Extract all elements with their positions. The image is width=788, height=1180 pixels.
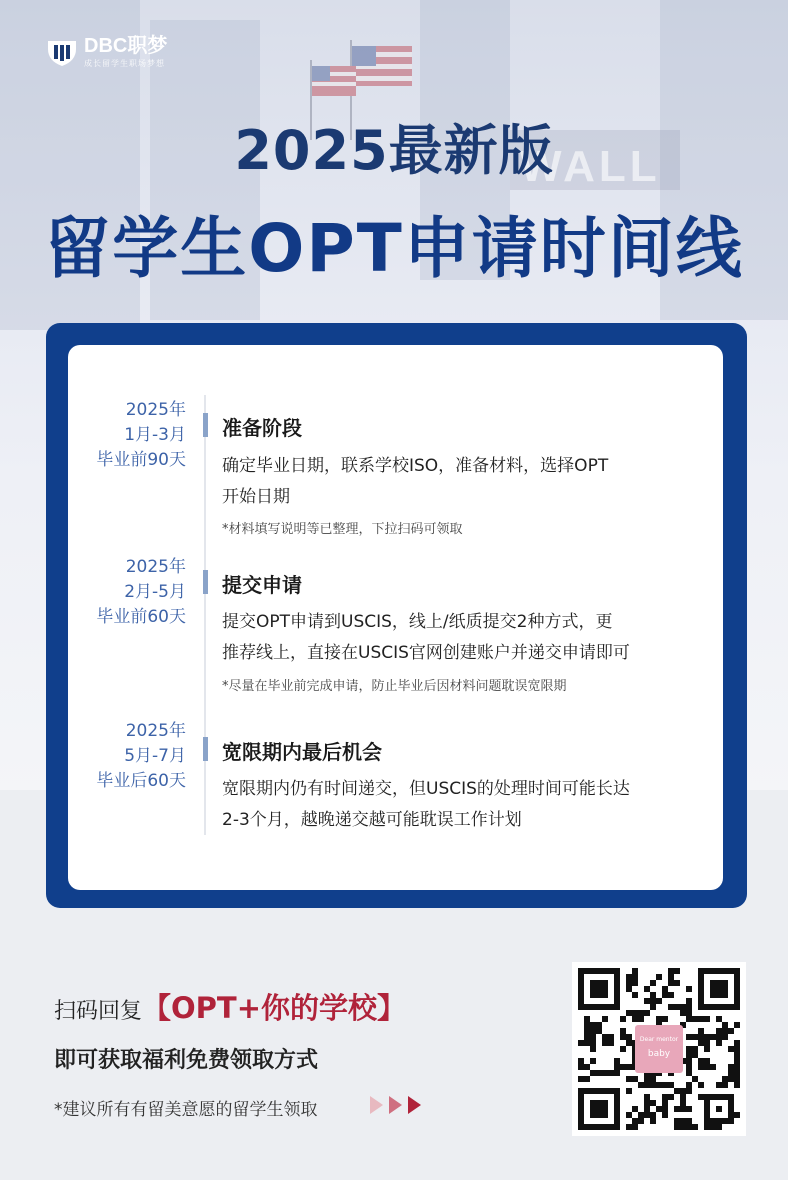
brand-name: DBC职梦 bbox=[84, 35, 168, 57]
qr-code[interactable] bbox=[572, 962, 746, 1136]
stage-description-line1: 提交OPT申请到USCIS，线上/纸质提交2种方式，更 bbox=[222, 612, 613, 632]
cta-line2: 即可获取福利免费领取方式 bbox=[54, 1048, 319, 1073]
wall-street-sign: WALL bbox=[510, 130, 680, 190]
stage-date-range: 1月-3月 bbox=[124, 425, 186, 445]
page-title-main: 留学生OPT申请时间线 bbox=[44, 210, 744, 287]
brand-tagline: 成长留学生职场梦想 bbox=[84, 59, 165, 68]
stage-date-relative: 毕业后60天 bbox=[96, 771, 186, 791]
stage-marker bbox=[203, 570, 208, 594]
stage-date-year: 2025年 bbox=[125, 557, 186, 577]
page-title-year: 2025最新版 bbox=[234, 119, 554, 182]
stage-marker bbox=[203, 413, 208, 437]
arrow-right-icon bbox=[370, 1096, 383, 1114]
brand-logo bbox=[46, 36, 167, 69]
cta-prefix: 扫码回复 bbox=[54, 999, 143, 1024]
stage-description-line2: 推荐线上，直接在USCIS官网创建账户并递交申请即可 bbox=[222, 643, 630, 663]
stage-date-relative: 毕业前60天 bbox=[96, 607, 186, 627]
cta-arrows bbox=[370, 1096, 421, 1114]
stage-note: *材料填写说明等已整理，下拉扫码可领取 bbox=[222, 522, 463, 537]
cta-keyword: 【OPT+你的学校】 bbox=[142, 991, 407, 1025]
cta-line1 bbox=[54, 986, 406, 1027]
stage-date-year: 2025年 bbox=[125, 721, 186, 741]
stage-description-line2: 2-3个月，越晚递交越可能耽误工作计划 bbox=[222, 810, 522, 830]
brand-shield-icon bbox=[46, 39, 78, 67]
arrow-right-icon bbox=[389, 1096, 402, 1114]
stage-title: 宽限期内最后机会 bbox=[222, 740, 382, 764]
stage-description-line2: 开始日期 bbox=[222, 487, 290, 507]
stage-date-range: 2月-5月 bbox=[124, 582, 186, 602]
qr-center-text: Dear mentor bbox=[639, 1036, 679, 1043]
qr-center-subtext: baby bbox=[647, 1049, 671, 1059]
stage-description-line1: 确定毕业日期，联系学校ISO，准备材料，选择OPT bbox=[222, 456, 609, 476]
stage-marker bbox=[203, 737, 208, 761]
stage-date-range: 5月-7月 bbox=[124, 746, 186, 766]
stage-note: *尽量在毕业前完成申请，防止毕业后因材料问题耽误宽限期 bbox=[222, 679, 567, 694]
cta-note: *建议所有有留美意愿的留学生领取 bbox=[54, 1100, 318, 1120]
stage-date-relative: 毕业前90天 bbox=[96, 450, 186, 470]
stage-title: 提交申请 bbox=[222, 573, 302, 597]
timeline-axis bbox=[204, 395, 206, 835]
stage-description-line1: 宽限期内仍有时间递交，但USCIS的处理时间可能长达 bbox=[222, 779, 630, 799]
qr-center-logo bbox=[635, 1025, 683, 1073]
arrow-right-icon bbox=[408, 1096, 421, 1114]
stage-title: 准备阶段 bbox=[222, 416, 302, 440]
stage-date-year: 2025年 bbox=[125, 400, 186, 420]
